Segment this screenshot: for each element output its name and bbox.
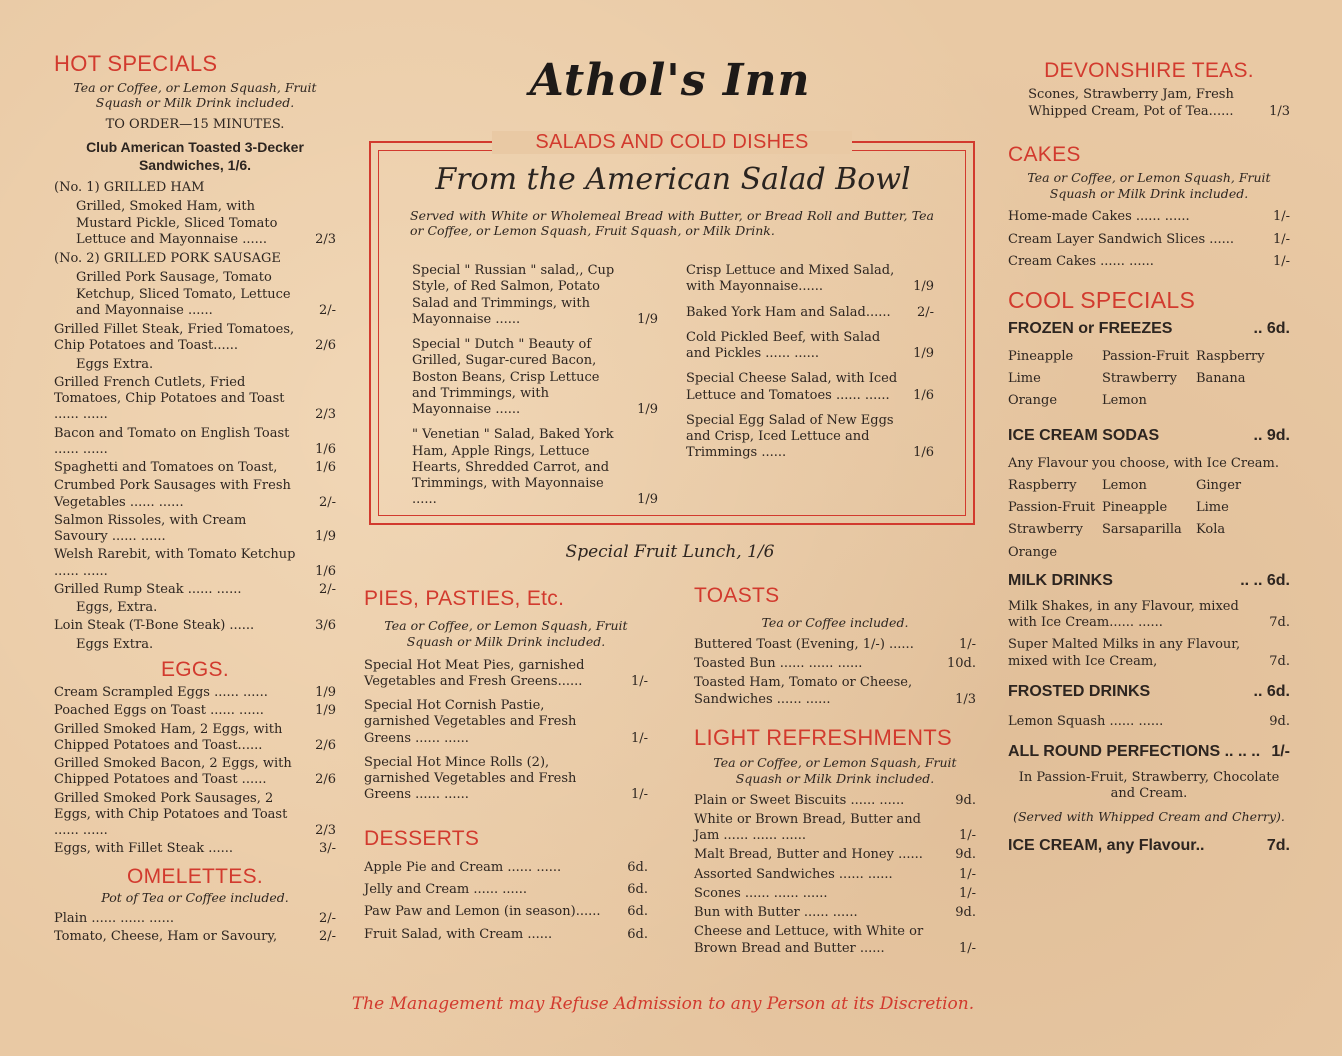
frozen-title-row <box>1008 319 1290 339</box>
menu-item <box>694 847 976 863</box>
menu-item-price: 1/9 <box>315 703 336 719</box>
menu-item-price: 2/6 <box>315 772 336 788</box>
menu-item <box>1008 209 1290 225</box>
menu-item-price: 2/6 <box>315 737 336 753</box>
menu-item <box>364 860 648 876</box>
menu-item-name: Milk Shakes, in any Flavour, mixed with Ice Cream...... ...... <box>1008 598 1239 630</box>
sodas-note: Any Flavour you choose, with Ice Cream. <box>1008 455 1279 471</box>
toasts-list <box>694 637 976 708</box>
menu-item <box>694 924 976 957</box>
menu-item-price: 1/- <box>958 828 976 844</box>
grilled-pork-desc: Grilled Pork Sausage, Tomato Ketchup, Sliced Tomato, Lettuce and Mayonnaise ...... <box>76 270 291 318</box>
light-list <box>694 793 976 957</box>
menu-item <box>54 600 336 616</box>
menu-item <box>686 413 934 462</box>
grilled-ham-price: 2/3 <box>315 231 336 247</box>
menu-item <box>1008 637 1290 670</box>
menu-item <box>694 886 976 902</box>
menu-item <box>412 337 658 418</box>
left-column <box>54 50 336 946</box>
menu-item <box>54 929 336 945</box>
menu-item-name: Special Hot Meat Pies, garnished Vegetables and Fresh Greens...... <box>364 657 585 689</box>
flavour: Lemon <box>1102 477 1147 493</box>
flavour: Passion-Fruit <box>1102 348 1189 364</box>
pies-column <box>364 586 648 949</box>
hot-order-time: TO ORDER—15 MINUTES. <box>105 116 285 132</box>
menu-item <box>694 793 976 809</box>
flavour: Sarsaparilla <box>1102 522 1182 538</box>
menu-item <box>54 703 336 719</box>
menu-item-name: Cream Cakes ...... ...... <box>1008 253 1154 269</box>
omelettes-list <box>54 911 336 945</box>
menu-item <box>54 685 336 701</box>
menu-item <box>686 330 934 363</box>
menu-item-price: 1/- <box>958 885 976 901</box>
menu-item-price: 7d. <box>1269 615 1290 630</box>
menu-item-name: Home-made Cakes ...... ...... <box>1008 209 1190 225</box>
menu-item-name: Tomato, Cheese, Ham or Savoury, <box>54 928 278 944</box>
menu-item-price: 6d. <box>627 882 648 897</box>
salads-heading: SALADS AND COLD DISHES <box>492 131 852 154</box>
menu-item <box>54 911 336 927</box>
menu-item-price: 6d. <box>627 926 648 942</box>
menu-item <box>364 882 648 898</box>
desserts-list <box>364 860 648 943</box>
menu-item-name: Bun with Butter ...... ...... <box>694 905 858 921</box>
menu-item-name: Grilled Smoked Ham, 2 Eggs, with Chipped Potatoes and Toast...... <box>54 721 283 753</box>
menu-item-price: 1/- <box>958 940 976 956</box>
flavour: Orange <box>1008 393 1058 409</box>
frosted-title-row <box>1008 682 1290 702</box>
menu-item <box>54 478 336 511</box>
menu-item-price: 1/6 <box>913 445 934 461</box>
flavour: Orange <box>1008 544 1058 560</box>
toasts-heading: TOASTS <box>694 584 780 607</box>
menu-item-name: Buttered Toast (Evening, 1/-) ...... <box>694 636 914 652</box>
frosted-price: .. 6d. <box>1253 682 1290 700</box>
menu-item-name: Eggs Extra. <box>76 356 154 372</box>
menu-item-price: 1/- <box>958 866 976 882</box>
menu-item-name: Special Hot Mince Rolls (2), garnished Vegetables and Fresh Greens ...... ...... <box>364 754 577 803</box>
milk-title: MILK DRINKS <box>1008 571 1113 589</box>
menu-item-price: 1/- <box>630 787 648 803</box>
menu-item-price: 9d. <box>955 905 976 921</box>
menu-item-price: 6d. <box>627 859 648 875</box>
frozen-title: FROZEN or FREEZES <box>1008 319 1173 337</box>
grilled-pork-item <box>54 270 336 319</box>
flavour: Strawberry <box>1102 371 1178 386</box>
menu-item-price: 7d. <box>1269 653 1290 669</box>
menu-item <box>1008 232 1290 248</box>
menu-item <box>686 371 934 404</box>
menu-item-price: 1/9 <box>315 529 336 544</box>
menu-item-price: 1/- <box>1272 231 1290 247</box>
menu-item <box>1008 254 1290 270</box>
menu-item-price: 1/- <box>958 636 976 652</box>
menu-item-name: Salmon Rissoles, with Cream Savoury ...... ...... <box>54 512 247 544</box>
fruit-lunch: Special Fruit Lunch, 1/6 <box>565 542 775 562</box>
pies-heading: PIES, PASTIES, Etc. <box>364 587 565 610</box>
menu-item <box>1008 599 1290 632</box>
round-title-row <box>1008 742 1290 762</box>
flavour: Strawberry <box>1008 522 1084 538</box>
menu-item-price: 1/9 <box>913 346 934 361</box>
menu-item <box>412 263 658 328</box>
menu-item-name: Grilled Smoked Pork Sausages, 2 Eggs, with Chip Potatoes and Toast ...... ...... <box>54 790 288 838</box>
menu-item <box>694 656 976 672</box>
inn-title: Athol's Inn <box>529 55 811 106</box>
menu-item-price: 9d. <box>955 847 976 863</box>
menu-item-price: 9d. <box>1269 713 1290 729</box>
menu-item-name: Crisp Lettuce and Mixed Salad, with Mayonnaise...... <box>686 263 895 295</box>
menu-item <box>54 357 336 373</box>
menu-item-name: Cream Scrampled Eggs ...... ...... <box>54 685 268 700</box>
toasts-note: Tea or Coffee included. <box>761 615 909 631</box>
menu-item-price: 1/9 <box>637 311 658 327</box>
flavour: Ginger <box>1196 477 1242 493</box>
sodas-flavours <box>1008 478 1290 561</box>
menu-item-price: 1/- <box>1272 253 1290 269</box>
menu-item <box>364 927 648 943</box>
menu-item-name: Special Egg Salad of New Eggs and Crisp, Iced Lettuce and Trimmings ...... <box>686 412 894 461</box>
menu-item-name: Grilled Rump Steak ...... ...... <box>54 581 242 597</box>
flavour: Banana <box>1196 371 1246 386</box>
salad-bowl-subheading: From the American Salad Bowl <box>435 162 911 197</box>
menu-item <box>54 375 336 424</box>
salads-served-note: Served with White or Wholemeal Bread with Butter, or Bread Roll and Butter, Tea or Coffee, or Lemon Squash, Fruit Squash, or Milk Drink. <box>410 208 934 238</box>
menu-item-name: Cheese and Lettuce, with White or Brown Bread and Butter ...... <box>694 924 924 956</box>
menu-item-name: Assorted Sandwiches ...... ...... <box>694 866 893 882</box>
menu-item-name: Plain or Sweet Biscuits ...... ...... <box>694 792 905 808</box>
desserts-heading: DESSERTS <box>364 826 480 850</box>
menu-item <box>54 322 336 355</box>
menu-item <box>54 756 336 789</box>
frosted-list <box>1008 714 1290 730</box>
eggs-heading: EGGS. <box>160 657 230 681</box>
menu-item-price: 1/9 <box>637 492 658 508</box>
menu-item-name: " Venetian " Salad, Baked York Ham, Apple Rings, Lettuce Hearts, Shredded Carrot, and Trimmings, with Mayonnaise ...... <box>412 427 614 508</box>
sodas-price: .. 9d. <box>1253 426 1290 444</box>
menu-item-name: Eggs, Extra. <box>76 600 158 615</box>
flavour: Pineapple <box>1102 500 1168 515</box>
omelettes-note: Pot of Tea or Coffee included. <box>101 889 289 905</box>
menu-item <box>54 426 336 459</box>
milk-price: .. .. 6d. <box>1240 571 1290 589</box>
hot-specials-list <box>54 322 336 653</box>
menu-item-price: 1/9 <box>315 685 336 700</box>
menu-item-name: Crumbed Pork Sausages with Fresh Vegetables ...... ...... <box>54 478 291 510</box>
menu-item <box>694 675 976 708</box>
menu-item-name: Apple Pie and Cream ...... ...... <box>364 859 562 875</box>
pies-list <box>364 658 648 804</box>
menu-item-name: Super Malted Milks in any Flavour, mixed with Ice Cream, <box>1008 637 1241 669</box>
menu-item-name: Lemon Squash ...... ...... <box>1008 713 1164 729</box>
toasts-column <box>694 583 976 960</box>
menu-item-price: 10d. <box>947 656 976 672</box>
grilled-ham-item <box>54 199 336 248</box>
menu-item <box>1008 714 1290 730</box>
ice-cream-price: 7d. <box>1266 837 1290 855</box>
round-note: (Served with Whipped Cream and Cherry). <box>1013 808 1285 824</box>
menu-item-name: Special Hot Cornish Pastie, garnished Vegetables and Fresh Greens ...... ...... <box>364 698 577 746</box>
menu-item <box>694 812 976 845</box>
menu-item <box>364 904 648 920</box>
menu-item-price: 9d. <box>955 792 976 808</box>
frosted-title: FROSTED DRINKS <box>1008 682 1151 700</box>
round-price: 1/- <box>1271 743 1290 760</box>
menu-item-price: 3/- <box>318 841 336 857</box>
menu-item-name: Toasted Bun ...... ...... ...... <box>694 656 863 672</box>
menu-item-name: Spaghetti and Tomatoes on Toast, <box>54 460 278 475</box>
menu-item <box>412 427 658 508</box>
menu-item <box>694 637 976 653</box>
menu-item-price: 2/- <box>318 928 336 944</box>
menu-item <box>54 460 336 476</box>
menu-item-price: 1/- <box>1272 209 1290 225</box>
flavour: Raspberry <box>1008 477 1077 493</box>
menu-item-price: 2/- <box>318 911 336 927</box>
menu-item-name: Bacon and Tomato on English Toast ...... ...... <box>54 425 290 457</box>
menu-item-name: White or Brown Bread, Butter and Jam ...... ...... ...... <box>694 811 921 844</box>
ice-cream-title: ICE CREAM, any Flavour.. <box>1008 837 1205 855</box>
menu-item <box>54 841 336 857</box>
menu-item-price: 2/- <box>318 581 336 597</box>
menu-item-name: Poached Eggs on Toast ...... ...... <box>54 703 264 719</box>
menu-item-name: Baked York Ham and Salad...... <box>686 304 891 320</box>
milk-list <box>1008 599 1290 670</box>
menu-item-price: 6d. <box>627 904 648 920</box>
menu-item-name: Fruit Salad, with Cream ...... <box>364 926 553 942</box>
management-footer: The Management may Refuse Admission to any Person at its Discretion. <box>351 994 975 1014</box>
menu-item-name: Scones ...... ...... ...... <box>694 885 828 901</box>
menu-item-name: Special " Russian " salad,, Cup Style, of Red Salmon, Potato Salad and Trimmings, with Mayonnaise ...... <box>412 263 615 327</box>
salad-left-list <box>412 254 658 518</box>
menu-item-name: Paw Paw and Lemon (in season)...... <box>364 904 601 920</box>
menu-item-price: 1/9 <box>913 279 934 295</box>
menu-item <box>54 513 336 546</box>
menu-item-name: Loin Steak (T-Bone Steak) ...... <box>54 618 255 634</box>
menu-item-price: 1/3 <box>955 691 976 707</box>
frozen-price: .. 6d. <box>1253 319 1290 337</box>
menu-item-price: 2/3 <box>315 823 336 838</box>
devonshire-price: 1/3 <box>1269 103 1290 119</box>
menu-item-name: Malt Bread, Butter and Honey ...... <box>694 847 923 863</box>
cakes-heading: CAKES <box>1008 142 1081 166</box>
menu-item-name: Grilled Fillet Steak, Fried Tomatoes, Chip Potatoes and Toast...... <box>54 322 295 354</box>
light-heading: LIGHT REFRESHMENTS <box>694 724 953 750</box>
hot-specials-note: Tea or Coffee, or Lemon Squash, Fruit Squash or Milk Drink included. <box>73 79 317 111</box>
ice-cream-row <box>1008 836 1290 856</box>
menu-item-name: Cream Layer Sandwich Slices ...... <box>1008 231 1235 247</box>
menu-item-price: 2/6 <box>315 338 336 354</box>
menu-item <box>54 722 336 755</box>
menu-item-price: 2/3 <box>315 407 336 423</box>
right-column <box>1008 58 1290 856</box>
frozen-flavours <box>1008 349 1290 410</box>
devonshire-heading: DEVONSHIRE TEAS. <box>1044 59 1254 82</box>
cakes-note: Tea or Coffee, or Lemon Squash, Fruit Squash or Milk Drink included. <box>1027 170 1271 201</box>
round-title: ALL ROUND PERFECTIONS .. .. .. <box>1008 743 1261 760</box>
flavour: Passion-Fruit <box>1008 500 1095 515</box>
menu-item <box>686 305 934 321</box>
pies-note: Tea or Coffee, or Lemon Squash, Fruit Squash or Milk Drink included. <box>384 618 628 649</box>
flavour: Pineapple <box>1008 348 1074 364</box>
flavour: Lime <box>1008 371 1041 386</box>
flavour: Lime <box>1196 500 1229 515</box>
salad-right-list <box>686 254 934 471</box>
menu-item-name: Jelly and Cream ...... ...... <box>364 882 528 897</box>
menu-item-price: 1/- <box>630 730 648 746</box>
menu-item-price: 2/- <box>916 304 934 320</box>
cool-heading: COOL SPECIALS <box>1008 287 1196 313</box>
omelettes-heading: OMELETTES. <box>126 864 264 888</box>
grilled-pork-title: (No. 2) GRILLED PORK SAUSAGE <box>54 251 281 266</box>
grilled-ham-desc: Grilled, Smoked Ham, with Mustard Pickle, Sliced Tomato Lettuce and Mayonnaise ...... <box>76 199 278 247</box>
menu-item <box>694 905 976 921</box>
menu-item-name: Special Cheese Salad, with Iced Lettuce and Tomatoes ...... ...... <box>686 371 898 403</box>
menu-item <box>54 582 336 598</box>
menu-item-price: 1/6 <box>315 460 336 475</box>
eggs-list <box>54 685 336 858</box>
devonshire-item <box>1008 87 1290 120</box>
menu-item-price: 2/- <box>318 494 336 510</box>
menu-item <box>54 618 336 634</box>
sodas-title-row <box>1008 426 1290 446</box>
menu-item-price: 1/6 <box>315 563 336 579</box>
menu-item <box>54 637 336 653</box>
menu-item-price: 3/6 <box>315 618 336 634</box>
flavour: Raspberry <box>1196 348 1265 364</box>
menu-item <box>694 867 976 883</box>
menu-item <box>54 547 336 580</box>
menu-item <box>686 263 934 296</box>
menu-item-price: 1/6 <box>913 387 934 403</box>
grilled-pork-price: 2/- <box>318 302 336 318</box>
menu-item-name: Special " Dutch " Beauty of Grilled, Sugar-cured Bacon, Boston Beans, Crisp Lettuce and Trimmings, with Mayonnaise ...... <box>412 337 600 417</box>
menu-item-name: Eggs Extra. <box>76 636 154 652</box>
grilled-ham-title: (No. 1) GRILLED HAM <box>54 180 205 195</box>
menu-item-name: Plain ...... ...... ...... <box>54 911 174 927</box>
menu-item-name: Eggs, with Fillet Steak ...... <box>54 841 234 857</box>
devonshire-desc: Scones, Strawberry Jam, Fresh Whipped Cream, Pot of Tea...... <box>1028 87 1234 119</box>
flavour: Kola <box>1196 522 1226 538</box>
menu-item <box>364 698 648 747</box>
round-desc: In Passion-Fruit, Strawberry, Chocolate and Cream. <box>1018 770 1280 802</box>
menu-item-name: Cold Pickled Beef, with Salad and Pickles ...... ...... <box>686 329 881 361</box>
menu-item <box>364 658 648 691</box>
club-sandwich: Club American Toasted 3-Decker Sandwiches, 1/6. <box>86 139 304 173</box>
flavour: Lemon <box>1102 393 1147 409</box>
menu-item-name: Grilled Smoked Bacon, 2 Eggs, with Chipped Potatoes and Toast ...... <box>54 756 292 788</box>
sodas-title: ICE CREAM SODAS <box>1008 426 1160 444</box>
menu-item-price: 1/6 <box>315 441 336 457</box>
milk-title-row <box>1008 571 1290 591</box>
menu-item <box>54 791 336 840</box>
menu-item-name: Grilled French Cutlets, Fried Tomatoes, Chip Potatoes and Toast ...... ...... <box>54 374 285 423</box>
menu-item-price: 1/9 <box>637 402 658 417</box>
menu-item <box>364 755 648 804</box>
flavour <box>1196 393 1290 409</box>
flavour <box>1102 545 1196 561</box>
light-note: Tea or Coffee, or Lemon Squash, Fruit Squash or Milk Drink included. <box>713 755 957 786</box>
hot-specials-heading: HOT SPECIALS <box>54 51 218 76</box>
flavour <box>1196 545 1290 561</box>
menu-item-name: Welsh Rarebit, with Tomato Ketchup ...... ...... <box>54 547 296 579</box>
cakes-list <box>1008 209 1290 270</box>
menu-item-price: 1/- <box>630 673 648 689</box>
menu-item-name: Toasted Ham, Tomato or Cheese, Sandwiches ...... ...... <box>694 675 913 707</box>
